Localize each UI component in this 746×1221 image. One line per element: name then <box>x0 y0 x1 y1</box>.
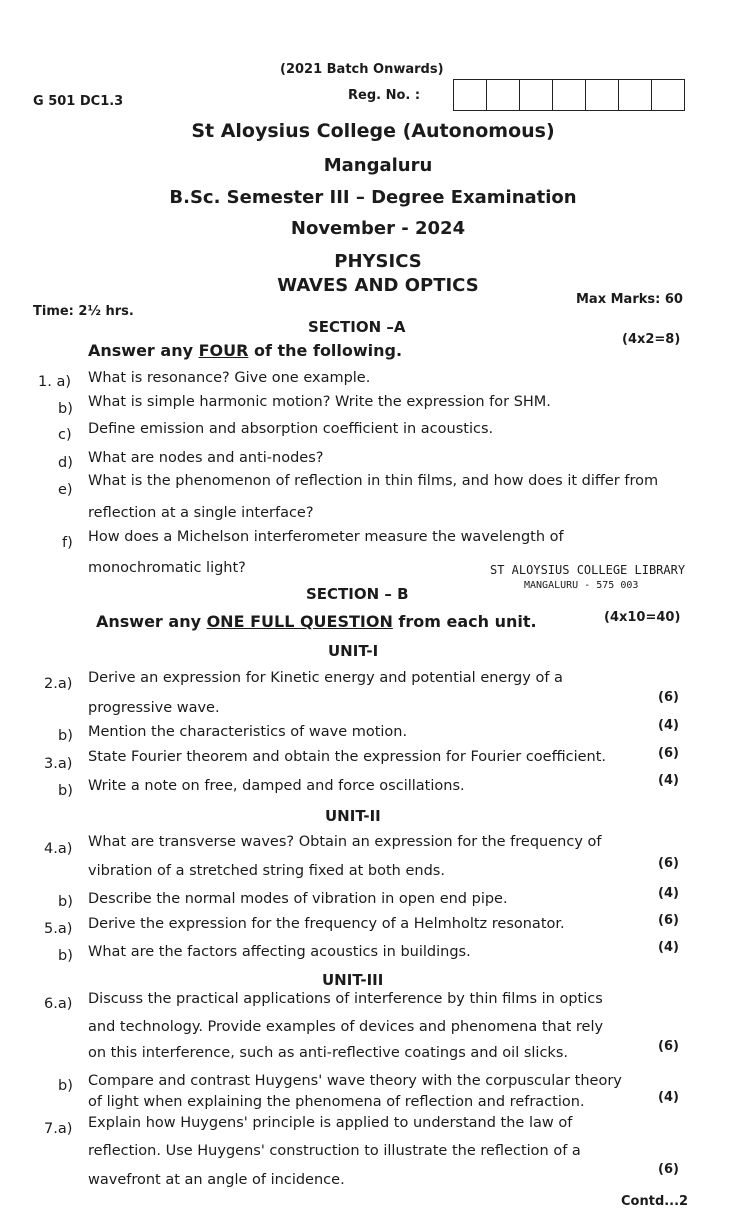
section-b-instruction <box>96 612 537 631</box>
question-marks: (4) <box>658 773 679 788</box>
question-text: Derive an expression for Kinetic energy and potential energy of a <box>88 670 563 686</box>
question-text: Explain how Huygens' principle is applied to understand the law of <box>88 1115 573 1131</box>
unit-title: UNIT-III <box>322 971 384 989</box>
question-text-continued: reflection at a single interface? <box>88 505 314 521</box>
question-text-continued: and technology. Provide examples of devices and phenomena that rely <box>88 1019 604 1035</box>
question-number: f) <box>62 535 73 551</box>
question-marks: (6) <box>658 856 679 871</box>
college-name: St Aloysius College (Autonomous) <box>191 120 555 142</box>
batch-note: (2021 Batch Onwards) <box>280 62 444 77</box>
section-a-marks: (4x2=8) <box>622 332 681 347</box>
exam-session: November - 2024 <box>290 218 466 239</box>
instruction-emphasis: FOUR <box>198 341 249 360</box>
question-text: Derive the expression for the frequency of a Helmholtz resonator. <box>88 916 565 932</box>
question-text-continued: wavefront at an angle of incidence. <box>88 1172 345 1188</box>
question-number: b) <box>58 948 73 964</box>
question-number: 2.a) <box>44 676 73 692</box>
question-number: b) <box>58 1078 73 1094</box>
instruction-emphasis: ONE FULL QUESTION <box>206 612 393 631</box>
paper-title: WAVES AND OPTICS <box>277 275 479 296</box>
question-number: b) <box>58 401 73 417</box>
section-a-instruction <box>88 341 402 360</box>
reg-no-label: Reg. No. : <box>348 88 421 103</box>
question-text: What are nodes and anti-nodes? <box>88 450 324 466</box>
question-text: What are the factors affecting acoustics in buildings. <box>88 944 471 960</box>
subject-title: PHYSICS <box>334 251 422 272</box>
paper-code: G 501 DC1.3 <box>33 94 124 109</box>
reg-no-box <box>553 80 586 110</box>
reg-no-boxes <box>453 79 685 111</box>
question-number: b) <box>58 728 73 744</box>
unit-title: UNIT-II <box>325 807 381 825</box>
instruction-text: Answer any <box>96 612 207 631</box>
instruction-text: from each unit. <box>392 612 537 631</box>
question-number: 7.a) <box>44 1121 73 1137</box>
reg-no-box <box>454 80 487 110</box>
question-number: 1. a) <box>38 374 71 390</box>
question-number: e) <box>58 482 73 498</box>
library-stamp-line2: MANGALURU - 575 003 <box>524 580 639 591</box>
unit-title: UNIT-I <box>328 642 379 660</box>
college-city: Mangaluru <box>323 155 433 176</box>
question-text: What are transverse waves? Obtain an expression for the frequency of <box>88 834 602 850</box>
question-marks: (4) <box>658 940 679 955</box>
max-marks: Max Marks: 60 <box>576 292 683 307</box>
time-allowed: Time: 2½ hrs. <box>33 304 134 319</box>
question-marks: (6) <box>658 746 679 761</box>
question-number: c) <box>58 427 72 443</box>
question-text: What is the phenomenon of reflection in thin films, and how does it differ from <box>88 473 659 489</box>
question-marks: (6) <box>658 1162 679 1177</box>
question-marks: (4) <box>658 1090 679 1105</box>
question-text: Mention the characteristics of wave motion. <box>88 724 408 740</box>
question-text-continued: reflection. Use Huygens' construction to illustrate the reflection of a <box>88 1143 581 1159</box>
reg-no-box <box>619 80 652 110</box>
question-text: What is simple harmonic motion? Write the expression for SHM. <box>88 394 551 410</box>
question-marks: (6) <box>658 913 679 928</box>
section-b-marks: (4x10=40) <box>604 610 681 625</box>
reg-no-box <box>520 80 553 110</box>
section-a-title: SECTION –A <box>308 318 406 336</box>
question-number: 3.a) <box>44 756 73 772</box>
reg-no-box <box>487 80 520 110</box>
question-text: Write a note on free, damped and force oscillations. <box>88 778 465 794</box>
exam-title: B.Sc. Semester III – Degree Examination <box>169 187 577 208</box>
question-number: b) <box>58 783 73 799</box>
question-text: State Fourier theorem and obtain the expression for Fourier coefficient. <box>88 749 607 765</box>
question-text: What is resonance? Give one example. <box>88 370 371 386</box>
question-text: How does a Michelson interferometer measure the wavelength of <box>88 529 564 545</box>
question-text-continued: of light when explaining the phenomena of reflection and refraction. <box>88 1094 585 1110</box>
question-number: 5.a) <box>44 921 73 937</box>
reg-no-box <box>652 80 684 110</box>
question-marks: (4) <box>658 886 679 901</box>
question-text: Compare and contrast Huygens' wave theory with the corpuscular theory <box>88 1073 622 1089</box>
question-text-continued: on this interference, such as anti-reflective coatings and oil slicks. <box>88 1045 568 1061</box>
question-text-continued: progressive wave. <box>88 700 220 716</box>
question-text-continued: monochromatic light? <box>88 560 246 576</box>
question-text: Discuss the practical applications of interference by thin films in optics <box>88 991 603 1007</box>
continued-note: Contd...2 <box>621 1194 689 1209</box>
library-stamp-line1: ST ALOYSIUS COLLEGE LIBRARY <box>490 563 686 577</box>
question-marks: (6) <box>658 690 679 705</box>
question-text: Define emission and absorption coefficient in acoustics. <box>88 421 494 437</box>
question-text: Describe the normal modes of vibration in open end pipe. <box>88 891 508 907</box>
instruction-text: Answer any <box>88 341 199 360</box>
question-marks: (4) <box>658 718 679 733</box>
instruction-text: of the following. <box>248 341 403 360</box>
reg-no-box <box>586 80 619 110</box>
section-b-title: SECTION – B <box>306 585 409 603</box>
question-marks: (6) <box>658 1039 679 1054</box>
question-number: d) <box>58 455 73 471</box>
question-text-continued: vibration of a stretched string fixed at both ends. <box>88 863 445 879</box>
question-number: 6.a) <box>44 996 73 1012</box>
question-number: b) <box>58 894 73 910</box>
question-number: 4.a) <box>44 841 73 857</box>
